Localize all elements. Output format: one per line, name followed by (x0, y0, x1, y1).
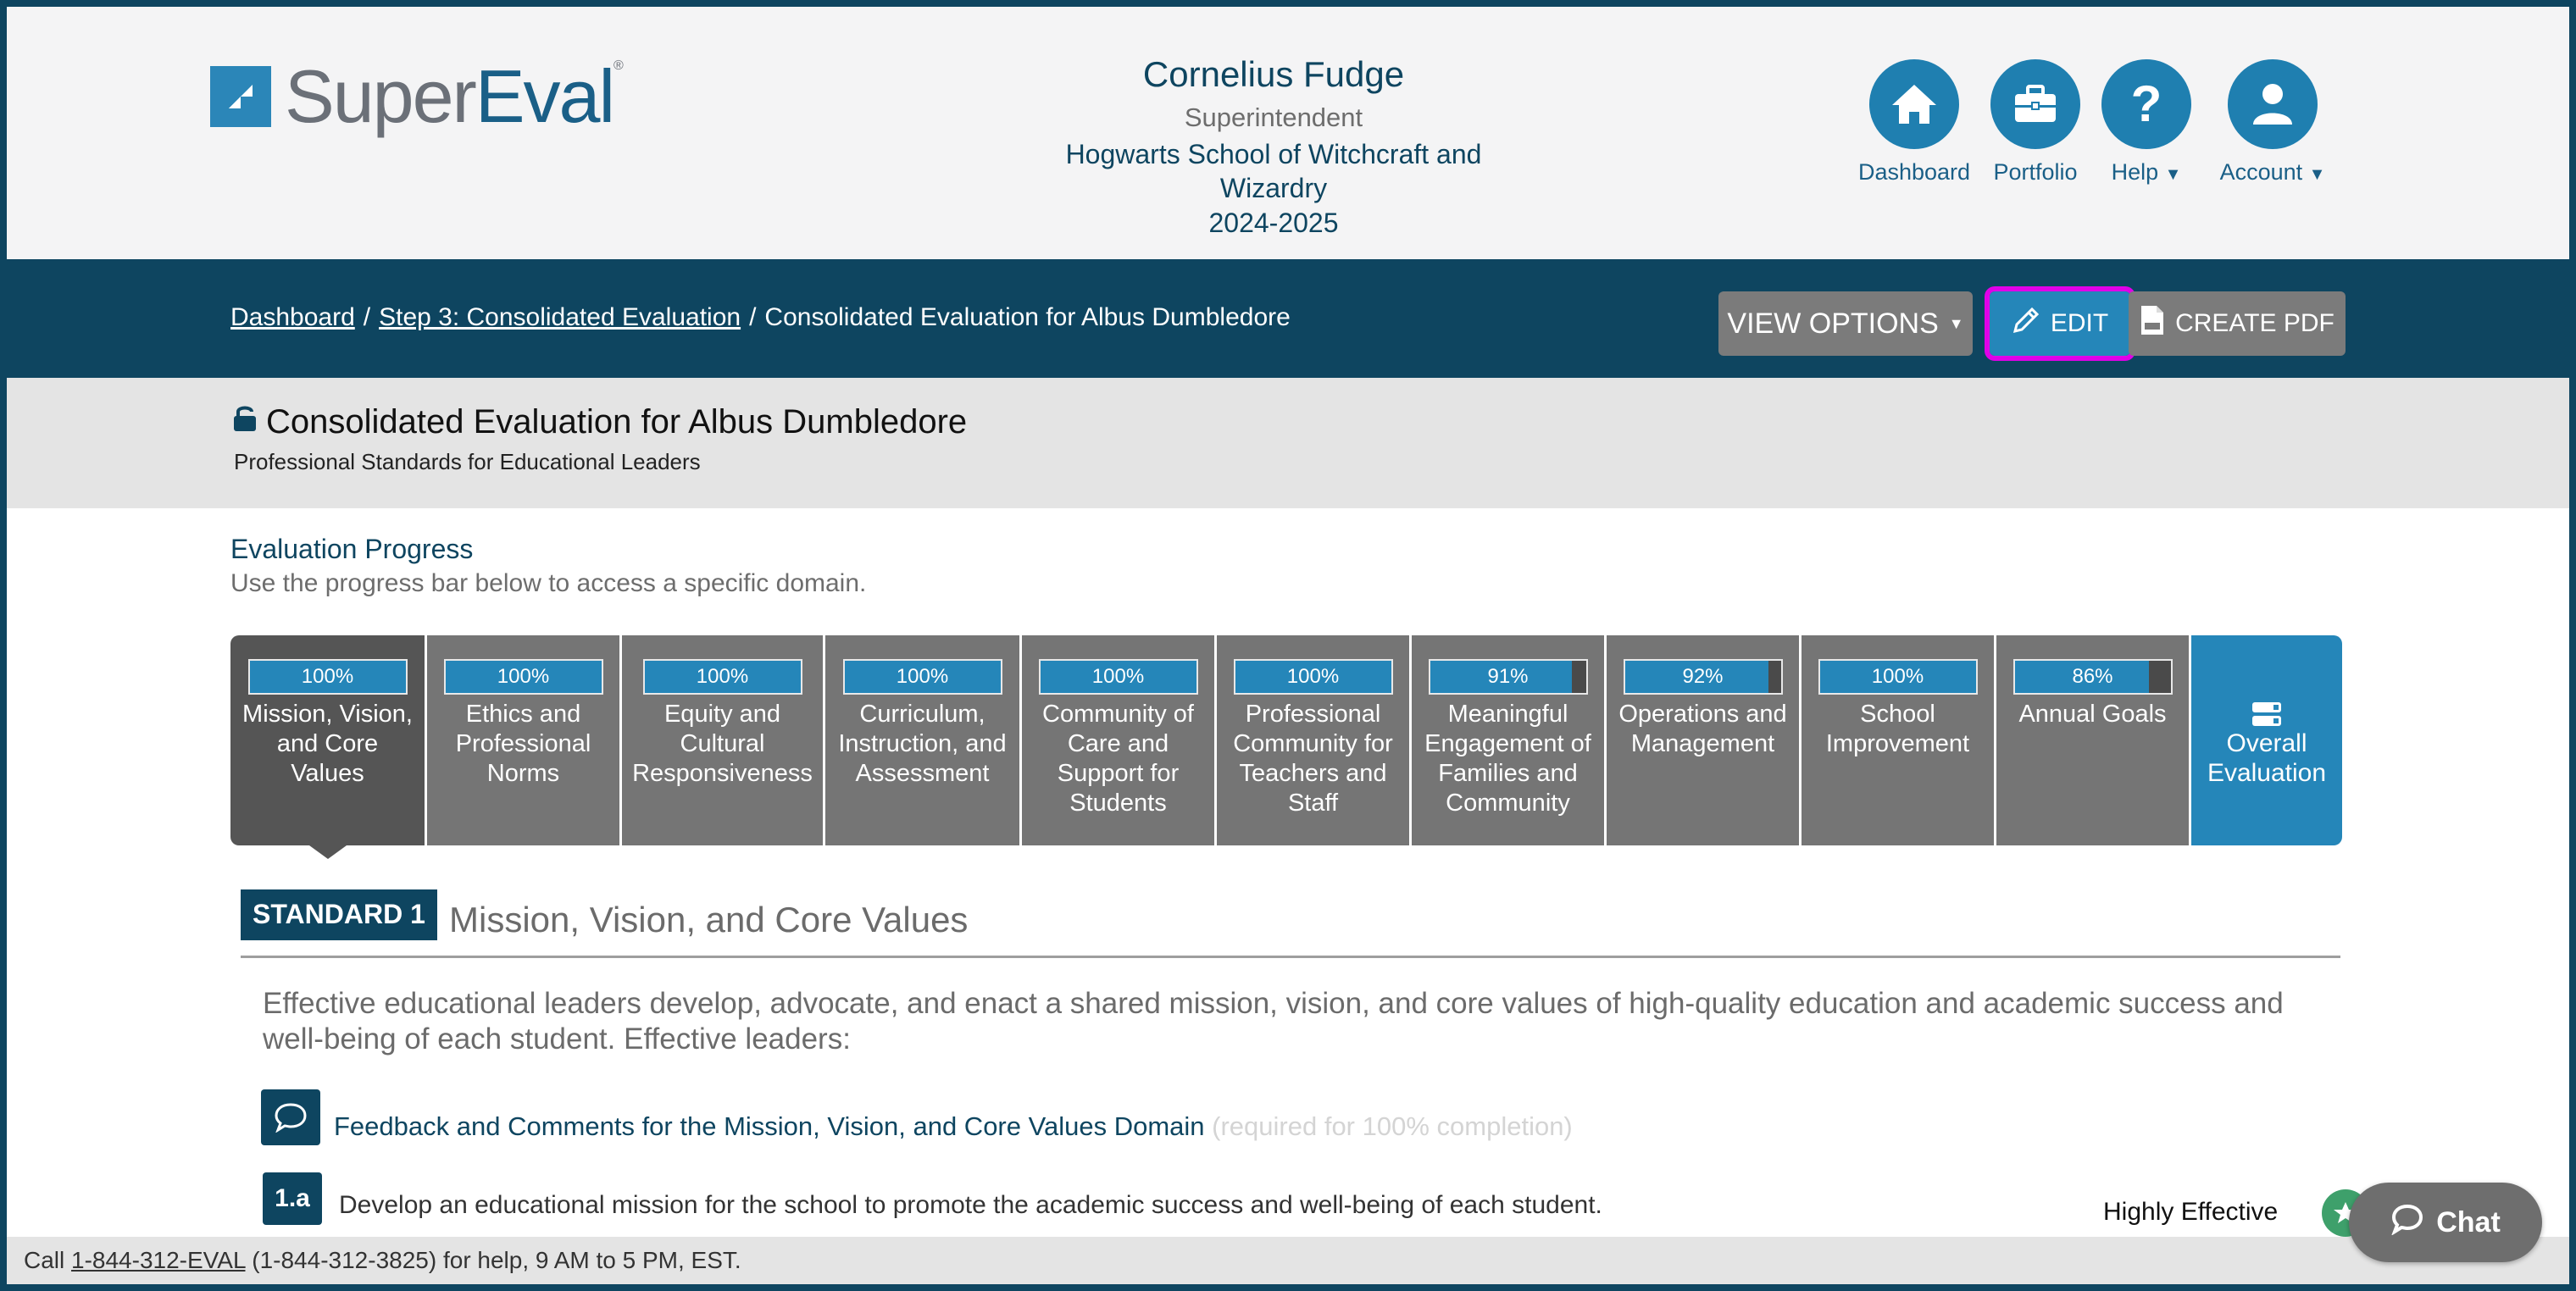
caret-down-icon: ▼ (2164, 165, 2182, 184)
active-domain-pointer (309, 845, 347, 859)
pdf-file-icon (2140, 304, 2165, 343)
top-nav (7, 59, 2569, 195)
create-pdf-label: CREATE PDF (2175, 309, 2334, 337)
progress-help-text: Use the progress bar below to access a specific domain. (230, 569, 867, 597)
domain-tab[interactable] (230, 635, 427, 845)
domain-label: Operations and Management (1618, 701, 1787, 757)
domain-progress-text: 100% (1871, 665, 1924, 688)
app-frame (7, 7, 2569, 1284)
domain-progress-text: 91% (1487, 665, 1529, 688)
feedback-link[interactable] (334, 1111, 1573, 1142)
domain-progress-text: 100% (497, 665, 550, 688)
chat-label: Chat (2436, 1205, 2501, 1238)
domain-progress-text: 100% (696, 665, 749, 688)
user-icon (2228, 59, 2318, 149)
edit-label: EDIT (2050, 309, 2109, 337)
domain-label: Equity and Cultural Responsiveness (632, 701, 813, 787)
breadcrumb-separator: / (363, 303, 371, 331)
domain-progress-bar (230, 635, 2346, 845)
domain-progress-text: 92% (1682, 665, 1724, 688)
domain-label: Curriculum, Instruction, and Assessment (838, 701, 1007, 787)
user-role: Superintendent (1184, 103, 1363, 132)
breadcrumb-dashboard[interactable]: Dashboard (230, 303, 355, 331)
item-code-badge[interactable]: 1.a (263, 1172, 322, 1225)
view-options-button[interactable] (1718, 291, 1973, 356)
school-year: 2024-2025 (1208, 208, 1339, 238)
domain-progress-text: 100% (896, 665, 949, 688)
domain-tab[interactable] (622, 635, 825, 845)
domain-tab[interactable] (427, 635, 622, 845)
footer-help-text: (1-844-312-3825) for help, 9 AM to 5 PM, EST. (252, 1247, 741, 1273)
help-phone-link[interactable]: 1-844-312-EVAL (71, 1247, 246, 1273)
domain-progress (843, 659, 1002, 695)
nav-dashboard-label: Dashboard (1857, 159, 1971, 185)
domain-tab[interactable] (1607, 635, 1802, 845)
overall-evaluation-tab[interactable] (2191, 635, 2342, 845)
nav-account-label (2213, 159, 2332, 186)
domain-label: Ethics and Professional Norms (455, 701, 591, 787)
domain-tab[interactable] (1802, 635, 1996, 845)
user-name: Cornelius Fudge (1142, 54, 1405, 94)
lock-icon (232, 403, 258, 441)
domain-progress (444, 659, 603, 695)
nav-account-text: Account (2219, 159, 2303, 185)
nav-dashboard[interactable] (1857, 59, 1971, 186)
feedback-requirement-note: (required for 100% completion) (1212, 1111, 1573, 1141)
page-title (232, 403, 967, 441)
domain-progress-text: 100% (1286, 665, 1340, 688)
domain-tab[interactable] (825, 635, 1022, 845)
overall-evaluation-label: Overall Evaluation (2207, 729, 2327, 787)
domain-progress (1234, 659, 1393, 695)
domain-label: Mission, Vision, and Core Values (242, 701, 413, 787)
feedback-link-text: Feedback and Comments for the Mission, Vision, and Core Values Domain (334, 1111, 1205, 1141)
domain-progress (248, 659, 408, 695)
nav-portfolio-label: Portfolio (1993, 159, 2078, 185)
overall-evaluation-icon (2251, 701, 2282, 731)
domain-label: Meaningful Engagement of Families and Community (1424, 701, 1591, 817)
domain-progress (1039, 659, 1198, 695)
domain-progress (2013, 659, 2173, 695)
page-title-text: Consolidated Evaluation for Albus Dumbledore (266, 403, 968, 440)
domain-progress-text: 100% (1091, 665, 1145, 688)
standard-title: Mission, Vision, and Core Values (449, 900, 969, 939)
domain-label: Community of Care and Support for Students (1042, 701, 1194, 817)
breadcrumb-bar (7, 259, 2569, 378)
chat-button[interactable] (2349, 1183, 2542, 1262)
create-pdf-button[interactable] (2129, 291, 2346, 356)
logo-registered-mark: ® (613, 58, 622, 73)
standard-divider (241, 956, 2340, 958)
chat-bubble-icon (2390, 1203, 2424, 1243)
page-subtitle: Professional Standards for Educational Leaders (234, 449, 701, 474)
rating-label: Highly Effective (2103, 1198, 2279, 1226)
domain-progress (643, 659, 802, 695)
help-footer (7, 1237, 2569, 1284)
nav-portfolio[interactable] (1985, 59, 2086, 186)
breadcrumb (230, 303, 1291, 332)
domain-progress-text: 100% (301, 665, 354, 688)
user-organization: Hogwarts School of Witchcraft and Wizardry (1065, 139, 1482, 203)
title-band (7, 378, 2569, 508)
logo-text-part2: Eval (475, 54, 614, 138)
breadcrumb-step3[interactable]: Step 3: Consolidated Evaluation (379, 303, 741, 331)
progress-heading: Evaluation Progress (230, 534, 474, 564)
nav-help-label (2101, 159, 2191, 186)
footer-prefix: Call (24, 1247, 65, 1273)
nav-help[interactable] (2101, 59, 2191, 186)
home-icon (1869, 59, 1959, 149)
domain-tab[interactable] (1022, 635, 1217, 845)
domain-progress (1818, 659, 1978, 695)
domain-tab[interactable] (1412, 635, 1607, 845)
domain-label: Annual Goals (2018, 701, 2167, 728)
domain-label: Professional Community for Teachers and Staff (1233, 701, 1393, 817)
view-options-label: VIEW OPTIONS (1727, 307, 1939, 340)
briefcase-icon (1990, 59, 2080, 149)
nav-account[interactable] (2213, 59, 2332, 186)
pencil-icon (2012, 306, 2040, 341)
top-header (7, 7, 2569, 259)
breadcrumb-current: Consolidated Evaluation for Albus Dumbledore (764, 303, 1291, 331)
breadcrumb-separator: / (749, 303, 757, 331)
standard-description: Effective educational leaders develop, advocate, and enact a shared mission, vision, and core values of high-quality education and academic success and well-being of each student. Effective leaders: (263, 987, 2284, 1056)
domain-progress (1624, 659, 1783, 695)
comment-icon[interactable] (261, 1089, 320, 1145)
nav-help-text: Help (2111, 159, 2159, 185)
question-icon: ? (2101, 59, 2191, 149)
domain-tab[interactable] (1996, 635, 2191, 845)
caret-down-icon: ▼ (1948, 314, 1964, 332)
caret-down-icon: ▼ (2308, 165, 2326, 184)
domain-label: School Improvement (1825, 701, 1970, 757)
domain-tab[interactable] (1217, 635, 1412, 845)
domain-progress (1429, 659, 1588, 695)
domain-progress-text: 86% (2072, 665, 2113, 688)
standard-item-text: Develop an educational mission for the school to promote the academic success and well-being of each student. (339, 1191, 1602, 1219)
standard-badge: STANDARD 1 (241, 889, 437, 940)
logo-text-part1: Super (285, 54, 475, 138)
edit-button[interactable] (1990, 291, 2130, 356)
